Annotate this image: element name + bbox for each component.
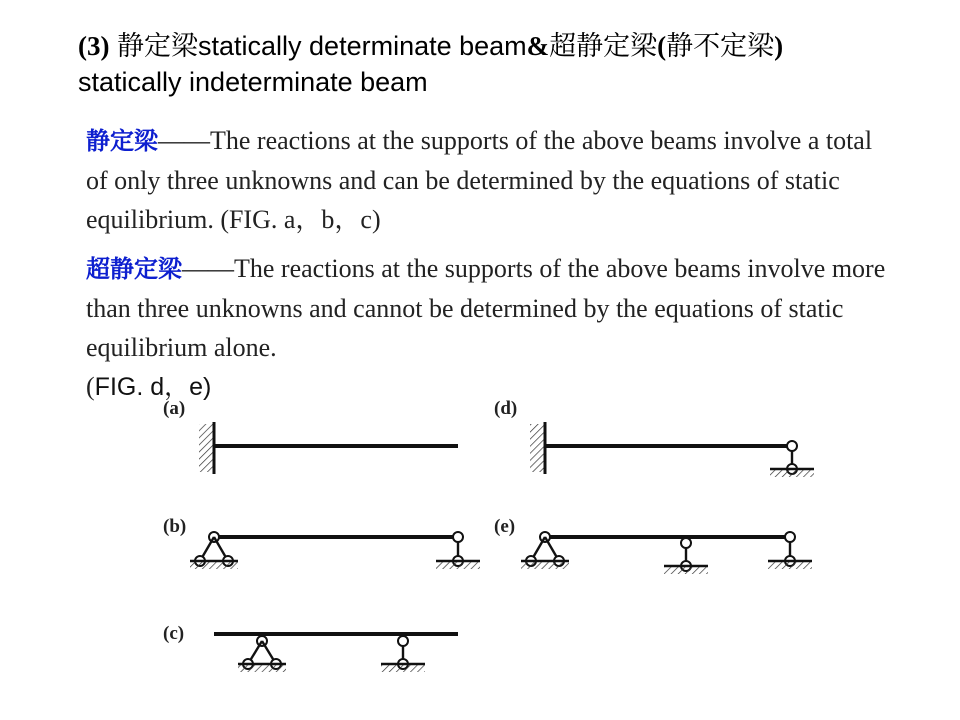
title-cn-indeterminate: 超静定梁 xyxy=(549,31,658,61)
section-number: (3) xyxy=(78,31,110,61)
indeterminate-text: The reactions at the supports of the above beams involve more than three unknowns and cannot be determined by the equations of static equilibrium alone. xyxy=(86,254,886,362)
figure-e-continuous xyxy=(494,516,812,574)
determinate-text: The reactions at the supports of the above beams involve a total of only three unknowns and can be determined by the equations of static equilibrium. (FIG. a，b，c) xyxy=(86,126,873,234)
indeterminate-fig-open: ( xyxy=(86,372,95,401)
title-paren-open: ( xyxy=(657,31,667,61)
figure-b-simply-supported xyxy=(163,516,480,569)
title-paren-close: ) xyxy=(774,31,784,61)
title-cn-determinate: 静定梁 xyxy=(117,31,198,61)
figure-a-label: (a) xyxy=(163,398,186,419)
figure-a-cantilever xyxy=(163,398,458,474)
title-ampersand: & xyxy=(526,31,550,61)
figure-b-label: (b) xyxy=(163,516,187,537)
indeterminate-term: 超静定梁 xyxy=(86,255,182,283)
determinate-dash: —— xyxy=(158,126,210,155)
figure-d-propped-cantilever xyxy=(494,398,814,477)
title-cn-alt: 静不定梁 xyxy=(666,31,775,61)
fixed-wall-hatch xyxy=(199,424,213,472)
title-en-indeterminate: statically indeterminate beam xyxy=(78,67,428,97)
figure-e-label: (e) xyxy=(494,516,516,537)
roller-support xyxy=(381,636,425,672)
roller-support xyxy=(664,538,708,574)
figure-c-overhanging xyxy=(163,623,458,672)
indeterminate-dash: —— xyxy=(182,254,234,283)
figure-d-label: (d) xyxy=(494,398,518,419)
figure-c-label: (c) xyxy=(163,623,185,644)
determinate-term: 静定梁 xyxy=(86,127,158,155)
pin-support xyxy=(238,636,286,672)
title-en-determinate: statically determinate beam xyxy=(198,31,527,61)
indeterminate-fig-ref: FIG. d，e) xyxy=(94,373,212,401)
fixed-wall-hatch xyxy=(530,424,544,472)
